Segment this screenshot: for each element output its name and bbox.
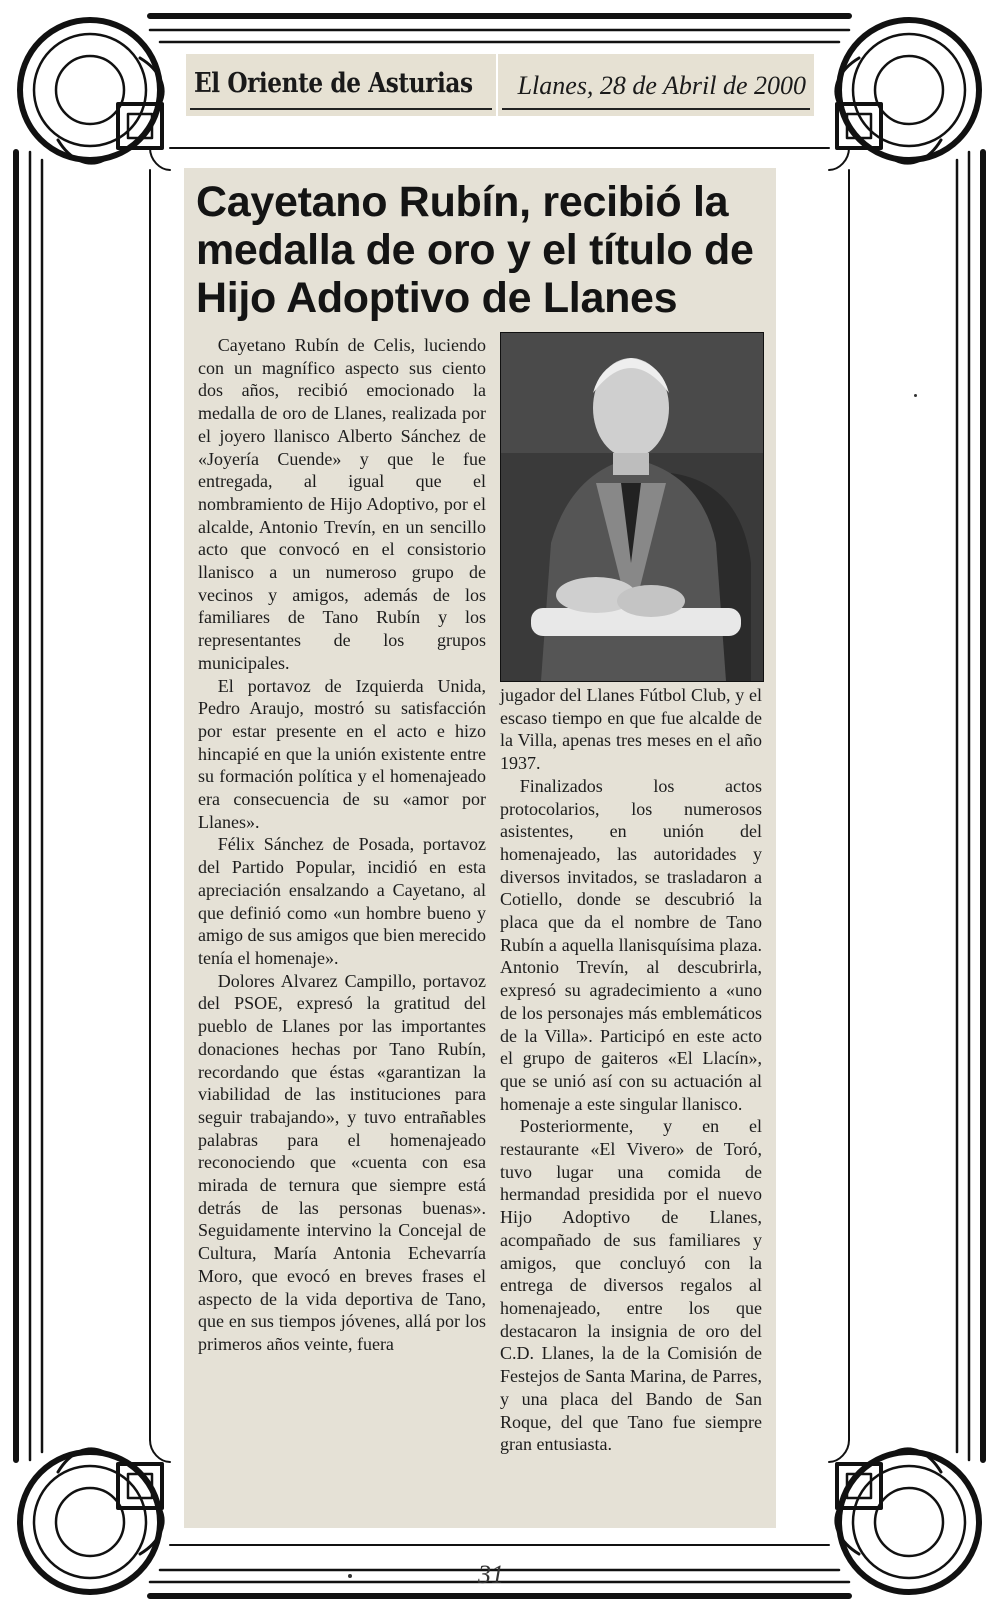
newspaper-name: El Oriente de Asturias: [194, 68, 473, 99]
paragraph: El portavoz de Izquierda Unida, Pedro Araujo, mostró su satisfacción por estar presente en el acto e hizo hincapié en que la unión existente entre su formación política y el homenajeado era consecuencia de su «amor por Llanes».: [198, 675, 486, 832]
paragraph: Félix Sánchez de Posada, portavoz del Partido Popular, incidió en esta apreciación ensalzando a Cayetano, al que definió como «un hombre bueno y amigo de sus amigos que bien merecido tenía el homenaje».: [198, 834, 486, 968]
page-number: 31: [478, 1560, 504, 1589]
speck: [348, 1574, 352, 1578]
dateline: Llanes, 28 de Abril de 2000: [517, 71, 806, 100]
paragraph: Posteriormente, y en el restaurante «El Vivero» de Toró, tuvo lugar una comida de hermandad presidida por el nuevo Hijo Adoptivo de Llanes, acompañado de sus familiares y amigos, que concluyó con la entrega de diversos regalos al homenajeado, entre los que destacaron la insignia de oro del C.D. Llanes, la de la Comisión de Festejos de Santa Marina, de Parres, y una placa del Bando de San Roque, del que Tano fue siempre gran entusiasta.: [500, 1116, 762, 1455]
dateline-rule: [502, 108, 810, 110]
paragraph: Cayetano Rubín de Celis, luciendo con un magnífico aspecto sus ciento dos años, recibió emocionado la medalla de oro de Llanes, realizada por el joyero llanisco Alberto Sánchez de «Joyería Cuende» y que le fue entregada, al igual que el nombramiento de Hijo Adoptivo, por el alcalde, Antonio Trevín, en un sencillo acto que convocó en el consistorio llanisco a un numeroso grupo de vecinos y amigos, además de los familiares de Tano Rubín y los representantes de los grupos municipales.: [198, 335, 486, 673]
masthead-newspaper: [186, 54, 496, 116]
paragraph: jugador del Llanes Fútbol Club, y el escaso tiempo en que fue alcalde de la Villa, apenas tres meses en el año 1937.: [500, 685, 762, 774]
article-clipping: [184, 168, 776, 1528]
paragraph: Dolores Alvarez Campillo, portavoz del PSOE, expresó la gratitud del pueblo de Llanes por las importantes donaciones hechas por Tano Rubín, recordando que éstas «garantizan la viabilidad de las instituciones para seguir trabajando», y tuvo entrañables palabras para el homenajeado reconociendo que «cuenta con esa mirada de ternura que siempre está detrás de las personas buenas». Seguidamente intervino la Concejal de Cultura, María Antonia Echevarría Moro, que evocó en breves frases el aspecto de la vida deportiva de Tano, que en sus tiempos jóvenes, allá por los primeros años veinte, fuera: [198, 970, 486, 1354]
article-headline: Cayetano Rubín, recibió la medalla de oro y el título de Hijo Adoptivo de Llanes: [196, 178, 754, 322]
masthead-rule: [190, 108, 492, 110]
masthead-dateline: [498, 54, 814, 116]
paragraph: Finalizados los actos protocolarios, los numerosos asistentes, en unión del homenajeado, las autoridades y diversos invitados, se trasladaron a Cotiello, donde se descubrió la placa que da el nombre de Tano Rubín a aquella llanisquísima plaza. Antonio Trevín, al descubrirla, expresó su agradecimiento a «uno de los personajes más emblemáticos de la Villa». Participó en este acto el grupo de gaiteros «El Llacín», que se unió así con su actuación al homenaje a este singular llanisco.: [500, 775, 762, 1114]
article-right-column: [500, 684, 762, 1456]
speck: [914, 394, 917, 397]
article-left-column: [198, 334, 486, 1356]
portrait-photo: [500, 332, 764, 682]
